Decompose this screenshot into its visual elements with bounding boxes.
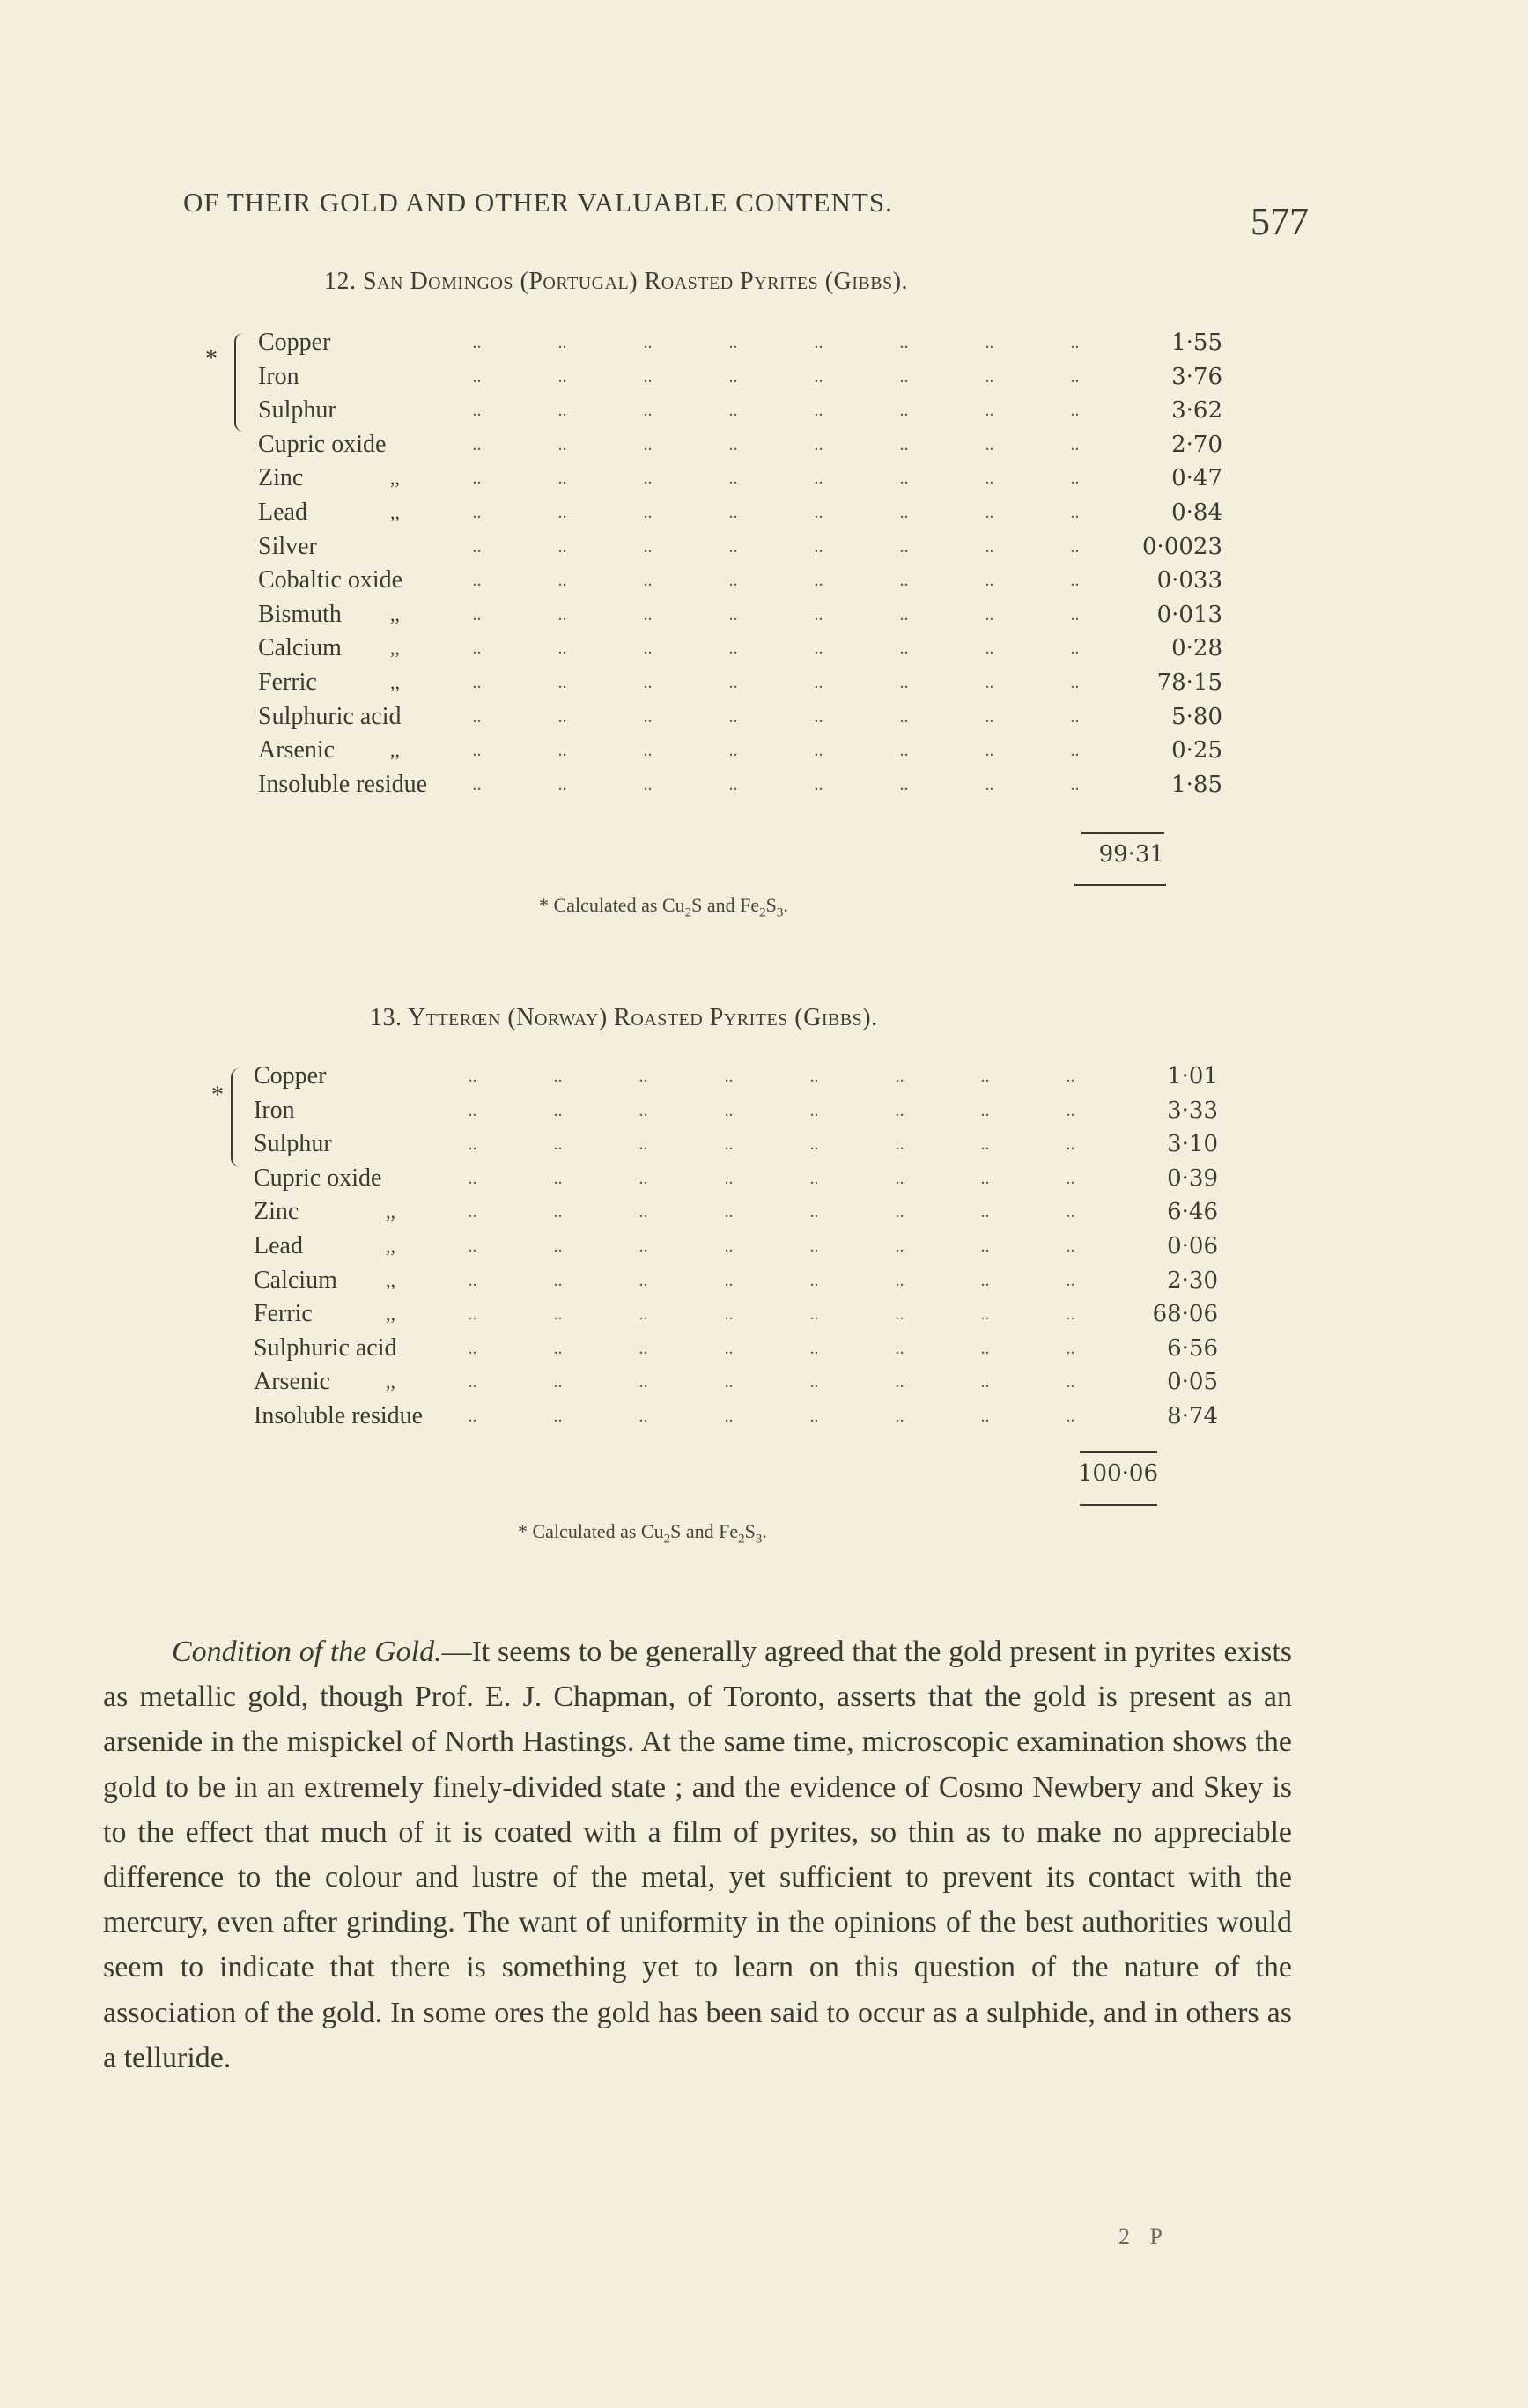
row-value: 0·033 bbox=[1156, 567, 1222, 595]
leader-dots: .. .. .. .. .. .. .. .. bbox=[468, 1270, 1075, 1290]
row-label: Lead bbox=[254, 1231, 303, 1259]
row-value: 3·76 bbox=[1171, 363, 1222, 390]
row-label: Silver bbox=[258, 532, 317, 560]
row-value: 6·46 bbox=[1167, 1199, 1218, 1226]
ditto-mark: ,, bbox=[390, 500, 400, 523]
row-label: Insoluble residue bbox=[254, 1401, 424, 1429]
leader-dots: .. .. .. .. .. .. .. .. bbox=[472, 536, 1080, 557]
footnote-text: S and Fe bbox=[691, 894, 760, 916]
table-1-total-rule-top bbox=[1081, 832, 1164, 834]
row-value: 0·84 bbox=[1171, 499, 1222, 526]
leader-dots: .. .. .. .. .. .. .. .. bbox=[472, 571, 1080, 591]
row-label: Zinc bbox=[258, 464, 304, 492]
row-value: 2·30 bbox=[1167, 1267, 1218, 1294]
table-2-title: 13. Ytterœn (Norway) Roasted Pyrites (Gibbs). bbox=[370, 1004, 878, 1031]
leader-dots: .. .. .. .. .. .. .. .. bbox=[472, 502, 1080, 522]
footnote-sub: 2 bbox=[663, 1532, 671, 1547]
table-2-total-rule-top bbox=[1080, 1451, 1157, 1453]
row-value: 3·62 bbox=[1171, 397, 1222, 425]
leader-dots: .. .. .. .. .. .. .. .. bbox=[472, 333, 1080, 352]
row-value: 0·25 bbox=[1171, 737, 1222, 765]
row-label: Cobaltic oxide bbox=[258, 566, 403, 595]
leader-dots: .. .. .. .. .. .. .. .. bbox=[472, 639, 1080, 659]
footnote-sub: 2 bbox=[759, 905, 766, 920]
table-2-total: 100·06 bbox=[1078, 1460, 1158, 1487]
signature-mark: 2 P bbox=[1118, 2224, 1170, 2249]
row-label: Iron bbox=[254, 1096, 295, 1124]
leader-dots: .. .. .. .. .. .. .. .. bbox=[472, 774, 1080, 794]
leader-dots: .. .. .. .. .. .. .. .. bbox=[468, 1067, 1075, 1086]
ditto-mark: ,, bbox=[386, 1234, 395, 1257]
bracket-asterisk: * bbox=[211, 1082, 224, 1109]
leader-dots: .. .. .. .. .. .. .. .. bbox=[468, 1168, 1075, 1188]
footnote-sub: 3 bbox=[755, 1532, 763, 1547]
row-label: Cupric oxide bbox=[254, 1163, 382, 1192]
table-1-total-rule-bottom bbox=[1074, 884, 1166, 886]
row-value: 6·56 bbox=[1167, 1334, 1218, 1362]
running-head: OF THEIR GOLD AND OTHER VALUABLE CONTENTS. bbox=[183, 187, 893, 218]
leader-dots: .. .. .. .. .. .. .. .. bbox=[472, 434, 1080, 454]
leader-dots: .. .. .. .. .. .. .. .. bbox=[472, 469, 1080, 489]
row-value: 2·70 bbox=[1171, 431, 1222, 458]
row-label: Calcium bbox=[254, 1266, 337, 1294]
leader-dots: .. .. .. .. .. .. .. .. bbox=[472, 741, 1080, 761]
leader-dots: .. .. .. .. .. .. .. .. bbox=[472, 672, 1080, 692]
table-2-footnote bbox=[518, 1520, 767, 1547]
table-1-footnote bbox=[539, 894, 788, 920]
table-2-total-rule-bottom bbox=[1080, 1504, 1157, 1506]
ditto-mark: ,, bbox=[386, 1303, 395, 1326]
paragraph-text: —It seems to be generally agreed that the gold present in pyrites exists as metallic gold, though Prof. E. J. Chapman, of Toronto, asserts that the gold is present as an arsenide in the mispickel of North Hastings. At the same time, microscopic examination shows the gold to be in an extremely finely-divided state ; and the evidence of Cosmo Newbery and Skey is to the effect that much of it is coated with a film of pyrites, so thin as to make no appreciable difference to the colour and lustre of the metal, yet sufficient to prevent its contact with the mercury, even after grinding. The want of uniformity in the opinions of the best authorities would seem to indicate that there is something yet to learn on this question of the nature of the association of the gold. In some ores the gold has been said to occur as a sulphide, and in others as a telluride. bbox=[103, 1636, 1293, 2074]
footnote-sub: 3 bbox=[776, 905, 784, 920]
row-label: Lead bbox=[258, 498, 307, 526]
row-value: 68·06 bbox=[1152, 1301, 1218, 1328]
footnote-marker: * bbox=[539, 894, 549, 916]
row-label: Copper bbox=[258, 329, 331, 356]
leader-dots: .. .. .. .. .. .. .. .. bbox=[468, 1338, 1075, 1358]
ditto-mark: ,, bbox=[390, 467, 400, 490]
leader-dots: .. .. .. .. .. .. .. .. bbox=[468, 1134, 1075, 1155]
ditto-mark: ,, bbox=[390, 602, 400, 625]
footnote-text: Calculated as Cu bbox=[532, 1520, 664, 1542]
row-value: 0·05 bbox=[1167, 1369, 1218, 1396]
leader-dots: .. .. .. .. .. .. .. .. bbox=[472, 401, 1080, 421]
ditto-mark: ,, bbox=[390, 739, 400, 762]
row-label: Ferric bbox=[254, 1300, 313, 1328]
table-1-title: 12. San Domingos (Portugal) Roasted Pyrites (Gibbs). bbox=[324, 268, 909, 295]
body-paragraph bbox=[103, 1629, 1292, 2080]
row-value: 3·10 bbox=[1167, 1131, 1218, 1158]
leader-dots: .. .. .. .. .. .. .. .. bbox=[472, 706, 1080, 727]
ditto-mark: ,, bbox=[386, 1200, 395, 1223]
row-value: 1·55 bbox=[1171, 329, 1222, 356]
row-label: Zinc bbox=[254, 1198, 299, 1226]
row-label: Arsenic bbox=[258, 736, 336, 765]
row-value: 3·33 bbox=[1167, 1097, 1218, 1124]
row-label: Copper bbox=[254, 1062, 327, 1090]
leader-dots: .. .. .. .. .. .. .. .. bbox=[468, 1304, 1075, 1325]
row-value: 0·013 bbox=[1156, 601, 1222, 628]
footnote-text: S bbox=[765, 894, 777, 916]
leader-dots: .. .. .. .. .. .. .. .. bbox=[472, 366, 1080, 387]
row-value: 0·47 bbox=[1171, 465, 1222, 492]
row-label: Iron bbox=[258, 362, 299, 390]
row-label: Calcium bbox=[258, 634, 342, 662]
row-label: Bismuth bbox=[258, 600, 342, 628]
leader-dots: .. .. .. .. .. .. .. .. bbox=[468, 1406, 1075, 1426]
row-value: 1·01 bbox=[1167, 1063, 1218, 1090]
leader-dots: .. .. .. .. .. .. .. .. bbox=[468, 1100, 1075, 1120]
row-label: Insoluble residue bbox=[258, 770, 428, 798]
leader-dots: .. .. .. .. .. .. .. .. bbox=[468, 1372, 1075, 1392]
row-value: 0·28 bbox=[1171, 635, 1222, 662]
bracket-asterisk: * bbox=[205, 345, 218, 373]
row-value: 78·15 bbox=[1156, 668, 1222, 696]
table-1-total: 99·31 bbox=[1098, 841, 1164, 868]
footnote-sub: 2 bbox=[684, 905, 692, 920]
row-value: 0·06 bbox=[1167, 1232, 1218, 1259]
bracket-brace bbox=[234, 333, 250, 432]
row-value: 1·85 bbox=[1171, 771, 1222, 798]
ditto-mark: ,, bbox=[386, 1268, 395, 1291]
row-label: Sulphur bbox=[254, 1130, 332, 1158]
footnote-text: Calculated as Cu bbox=[553, 894, 685, 916]
footnote-text: . bbox=[783, 894, 788, 916]
ditto-mark: ,, bbox=[386, 1370, 395, 1393]
row-label: Sulphur bbox=[258, 396, 336, 425]
ditto-mark: ,, bbox=[390, 670, 400, 693]
section-heading: Condition of the Gold. bbox=[172, 1636, 442, 1668]
footnote-text: . bbox=[762, 1520, 767, 1542]
row-value: 0·39 bbox=[1167, 1164, 1218, 1192]
leader-dots: .. .. .. .. .. .. .. .. bbox=[472, 604, 1080, 624]
leader-dots: .. .. .. .. .. .. .. .. bbox=[468, 1202, 1075, 1222]
row-label: Ferric bbox=[258, 668, 317, 696]
bracket-brace bbox=[231, 1068, 247, 1167]
footnote-marker: * bbox=[518, 1520, 528, 1542]
row-label: Cupric oxide bbox=[258, 430, 387, 458]
page-number: 577 bbox=[1251, 200, 1309, 243]
row-label: Sulphuric acid bbox=[254, 1333, 397, 1362]
row-value: 5·80 bbox=[1171, 703, 1222, 730]
footnote-sub: 2 bbox=[738, 1532, 745, 1547]
footnote-text: S and Fe bbox=[670, 1520, 739, 1542]
row-value: 8·74 bbox=[1167, 1402, 1218, 1429]
row-label: Sulphuric acid bbox=[258, 702, 402, 730]
row-label: Arsenic bbox=[254, 1368, 331, 1396]
leader-dots: .. .. .. .. .. .. .. .. bbox=[468, 1236, 1075, 1256]
ditto-mark: ,, bbox=[390, 637, 400, 660]
footnote-text: S bbox=[744, 1520, 756, 1542]
row-value: 0·0023 bbox=[1142, 533, 1222, 560]
